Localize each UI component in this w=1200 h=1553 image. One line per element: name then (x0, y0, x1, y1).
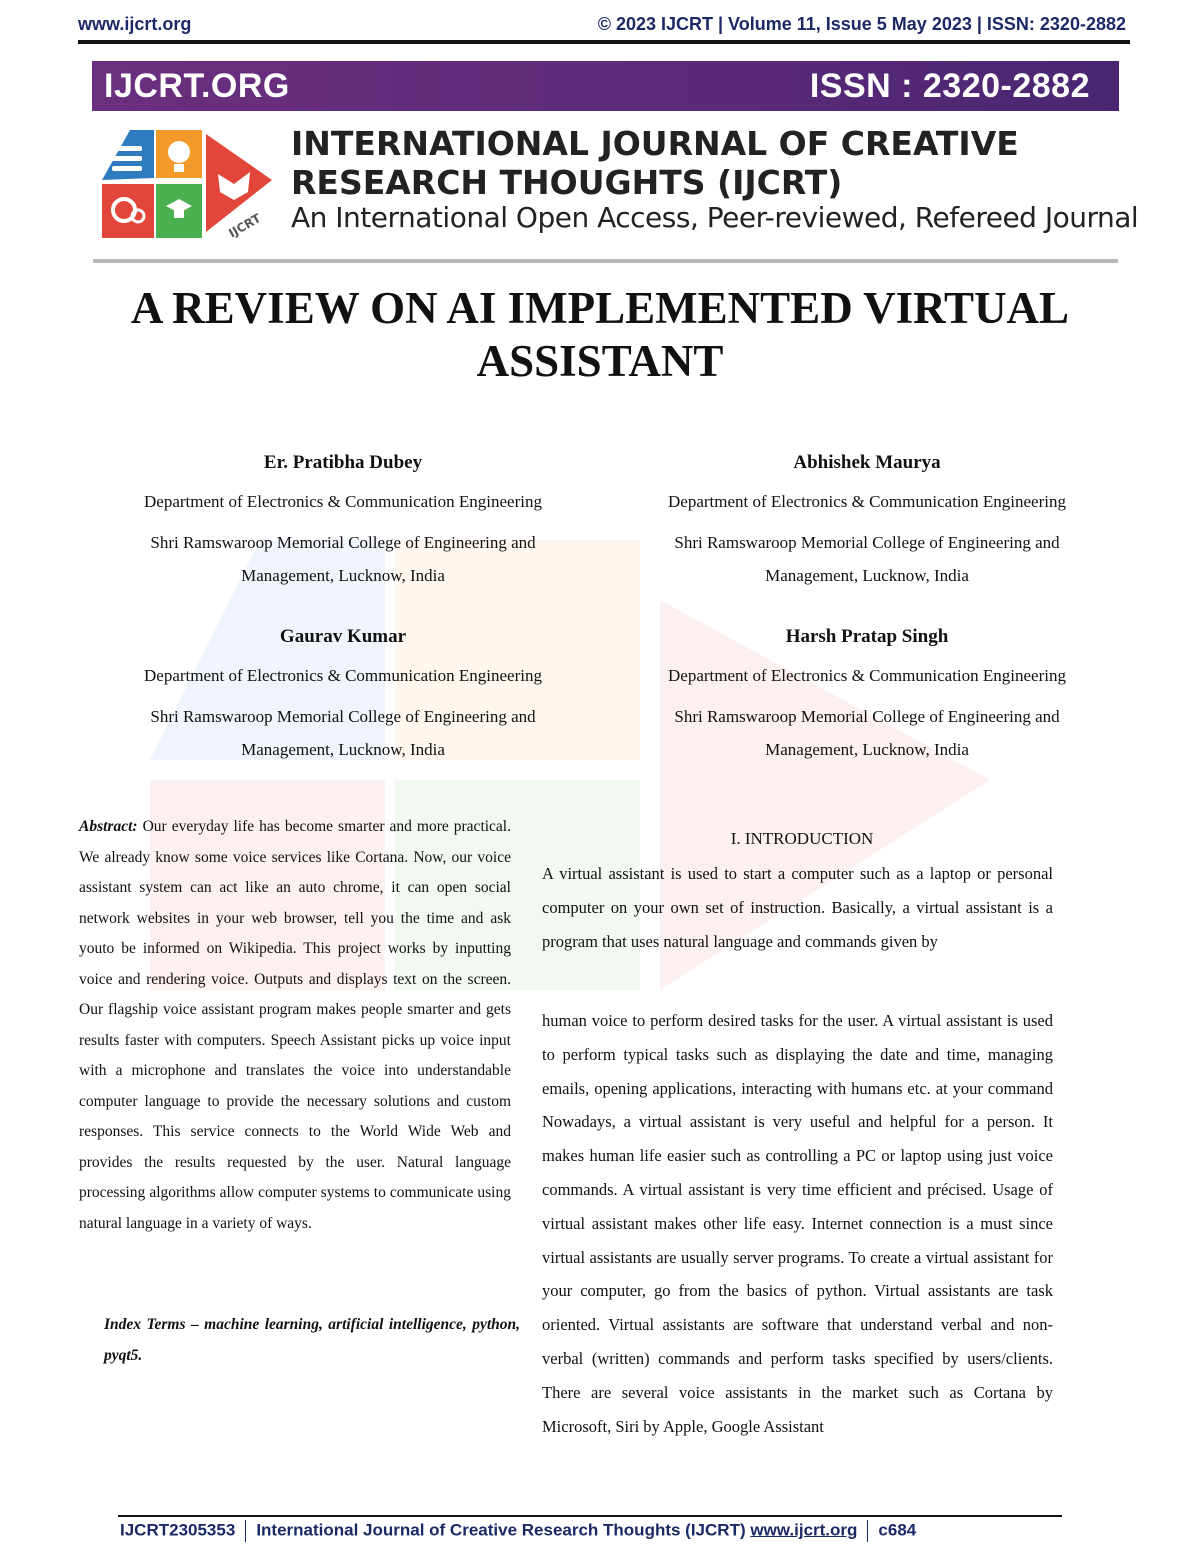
author-department: Department of Electronics & Communication Engineering (144, 492, 542, 511)
author-department: Department of Electronics & Communication Engineering (668, 492, 1066, 511)
abstract-text: Our everyday life has become smarter and more practical. We already know some voice services like Cortana. Now, our voice assistant system can act like an auto chrome, it can open social network websites in your web browser, tell you the time and ask youto be informed on Wikipedia. This project works by inputting voice and rendering voice. Outputs and displays text on the screen. Our flagship voice assistant program makes people smarter and gets results faster with computers. Speech Assistant picks up voice input with a microphone and translates the voice into understandable computer language to provide the necessary solutions and custom responses. This service connects to the World Wide Web and provides the results requested by the user. Natural language processing algorithms allow computer systems to communicate using natural language in a variety of ways. (79, 818, 511, 1232)
author-institution-line2: Management, Lucknow, India (765, 740, 969, 759)
masthead-divider (93, 259, 1118, 263)
author-block (602, 626, 1132, 766)
journal-title-line2: RESEARCH THOUGHTS (IJCRT) (291, 163, 843, 202)
author-department: Department of Electronics & Communication Engineering (144, 666, 542, 685)
footer-separator (245, 1520, 246, 1542)
footer-separator (867, 1520, 868, 1542)
author-block (78, 626, 608, 766)
author-name: Er. Pratibha Dubey (263, 452, 423, 473)
author-institution-line1: Shri Ramswaroop Memorial College of Engineering and (150, 533, 536, 552)
paper-title-line2: ASSISTANT (476, 336, 724, 386)
citation-line: © 2023 IJCRT | Volume 11, Issue 5 May 2023 | ISSN: 2320-2882 (597, 14, 1126, 34)
paper-id: IJCRT2305353 (120, 1520, 236, 1540)
page-number: c684 (878, 1520, 917, 1540)
footer-journal: International Journal of Creative Research Thoughts (IJCRT) (256, 1520, 746, 1540)
author-institution-line2: Management, Lucknow, India (765, 566, 969, 585)
author-name: Harsh Pratap Singh (785, 626, 949, 647)
footer-divider (118, 1515, 1062, 1517)
author-block (602, 452, 1132, 592)
author-name: Gaurav Kumar (279, 626, 407, 647)
index-terms: Index Terms – machine learning, artificial intelligence, python, pyqt5. (104, 1316, 520, 1364)
site-url[interactable]: www.ijcrt.org (78, 14, 192, 34)
intro-paragraph: human voice to perform desired tasks for the user. A virtual assistant is used to perform typical tasks such as displaying the date and time, managing emails, opening applications, interacting with humans etc. at your command Nowadays, a virtual assistant is very useful and helpful for a person. It makes human life easier such as controlling a PC or laptop using just voice commands. A virtual assistant is very time efficient and précised. Usage of virtual assistant makes other life easy. Internet connection is a must since virtual assistants are usually server programs. To create a virtual assistant for your computer, go from the basics of python. Virtual assistants are task oriented. Virtual assistants are software that understand verbal and non-verbal (written) commands and perform tasks specified by users/clients. There are several voice assistants in the market such as Cortana by Microsoft, Siri by Apple, Google Assistant (542, 1011, 1053, 1436)
intro-paragraph: A virtual assistant is used to start a computer such as a laptop or personal computer on your own set of instruction. Basically, a virtual assistant is a program that uses natural language and commands given by (542, 864, 1053, 951)
author-institution-line2: Management, Lucknow, India (241, 566, 445, 585)
header-divider (78, 40, 1130, 44)
paper-title (0, 282, 1200, 388)
ijcrt-logo (94, 120, 284, 245)
footer-link[interactable]: www.ijcrt.org (750, 1520, 858, 1540)
journal-title-line1: INTERNATIONAL JOURNAL OF CREATIVE (291, 124, 1019, 163)
journal-title (291, 124, 1019, 202)
banner-issn: ISSN : 2320-2882 (809, 67, 1090, 105)
paper-title-line1: A REVIEW ON AI IMPLEMENTED VIRTUAL (130, 283, 1070, 333)
author-name: Abhishek Maurya (793, 452, 941, 473)
logo-text: IJCRT (226, 210, 264, 241)
author-institution-line1: Shri Ramswaroop Memorial College of Engineering and (150, 707, 536, 726)
author-department: Department of Electronics & Communication Engineering (668, 666, 1066, 685)
section-heading: I. INTRODUCTION (730, 829, 874, 848)
author-institution-line1: Shri Ramswaroop Memorial College of Engineering and (674, 707, 1060, 726)
author-block (78, 452, 608, 592)
banner-site: IJCRT.ORG (104, 67, 290, 105)
abstract-label: Abstract: (79, 818, 138, 835)
page-footer (120, 1520, 1060, 1542)
author-institution-line2: Management, Lucknow, India (241, 740, 445, 759)
abstract (79, 812, 511, 1239)
journal-subtitle: An International Open Access, Peer-reviewed, Refereed Journal (291, 201, 1139, 234)
author-institution-line1: Shri Ramswaroop Memorial College of Engineering and (674, 533, 1060, 552)
